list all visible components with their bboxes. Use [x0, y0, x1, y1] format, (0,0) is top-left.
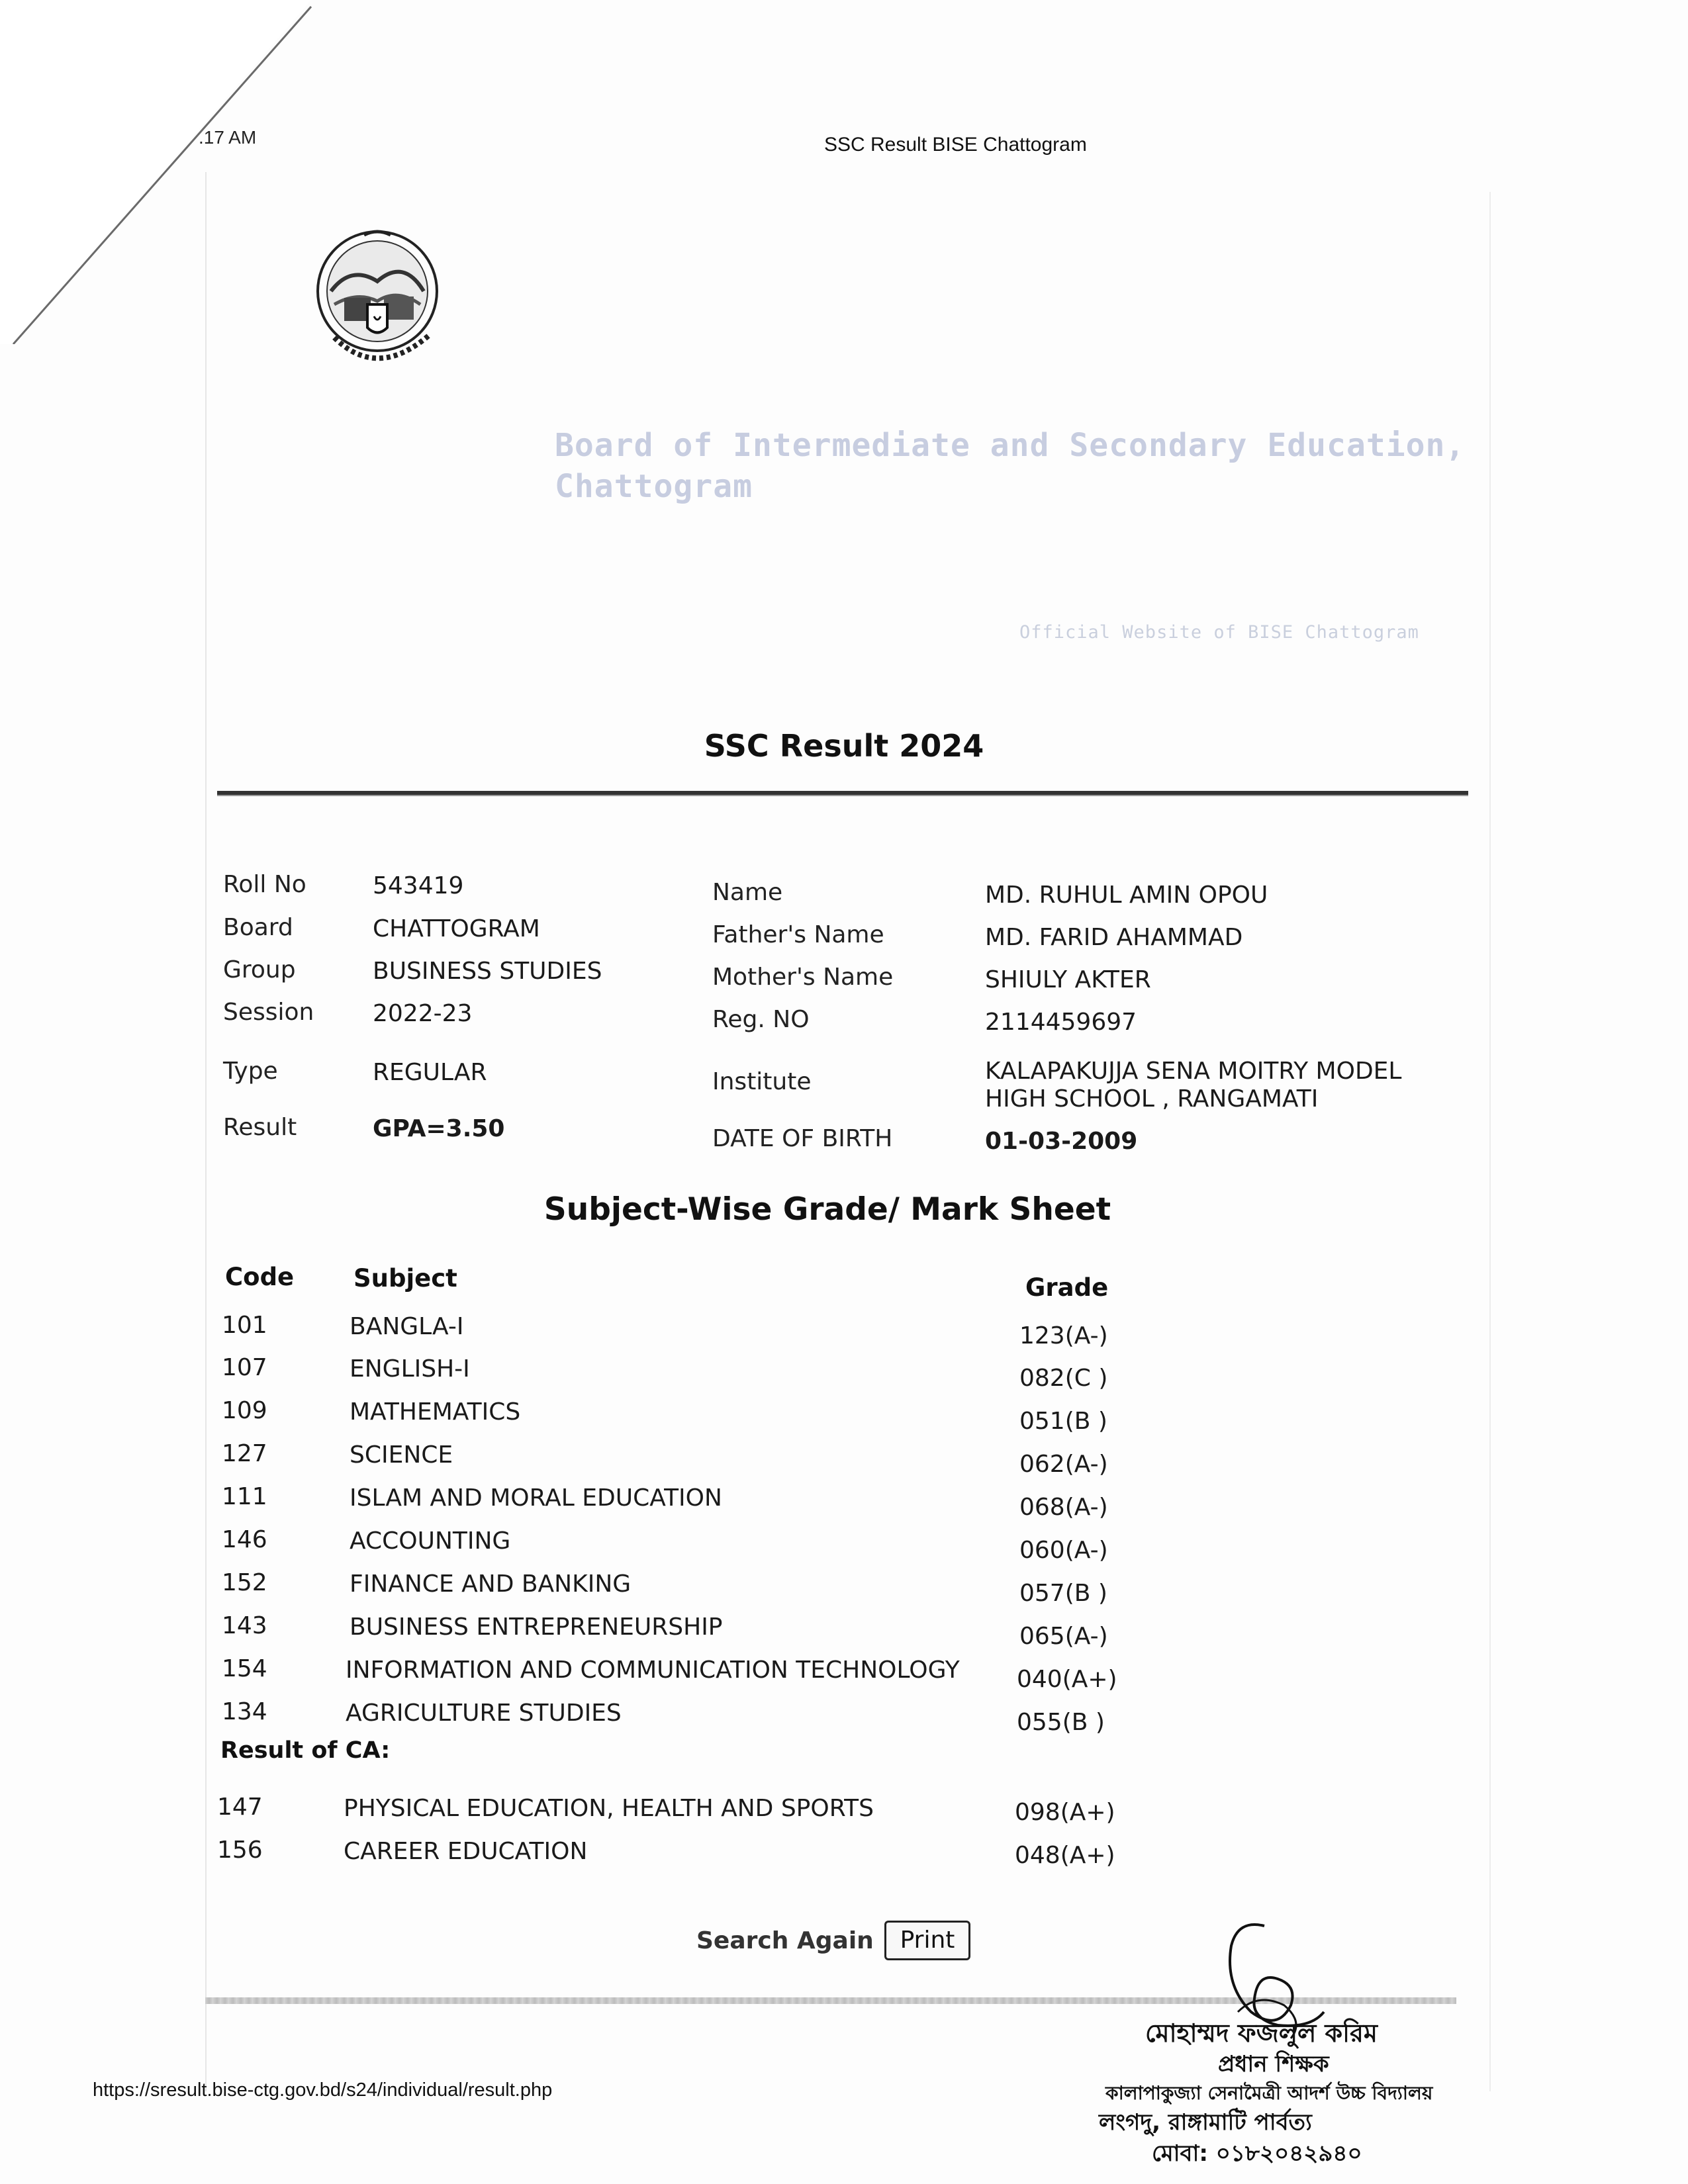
stamp-phone: মোবা: ০১৮২০৪২৯৪০ [1152, 2140, 1362, 2167]
group-label: Group [223, 956, 296, 983]
fathers-name-value: MD. FARID AHAMMAD [985, 924, 1243, 951]
type-label: Type [223, 1058, 278, 1085]
result-label: Result [223, 1114, 297, 1141]
board-value: CHATTOGRAM [373, 915, 540, 942]
name-label: Name [712, 879, 783, 906]
board-title[interactable]: Board of Intermediate and Secondary Education, Chattogram [555, 427, 1466, 505]
ca-row-subject: PHYSICAL EDUCATION, HEALTH AND SPORTS [344, 1795, 874, 1822]
title-divider [217, 791, 1468, 796]
mothers-name-value: SHIULY AKTER [985, 966, 1151, 993]
mothers-name-label: Mother's Name [712, 964, 894, 991]
institute-value-line2: HIGH SCHOOL , RANGAMATI [985, 1085, 1319, 1113]
dob-label: DATE OF BIRTH [712, 1125, 893, 1152]
ca-result-title: Result of CA: [220, 1737, 391, 1764]
subject-column-header: Subject [353, 1264, 457, 1293]
table-row-code: 127 [222, 1440, 267, 1467]
table-row-subject: FINANCE AND BANKING [350, 1570, 632, 1598]
result-title: SSC Result 2024 [704, 728, 984, 764]
table-row-subject: AGRICULTURE STUDIES [346, 1700, 622, 1727]
gpa-value: GPA=3.50 [373, 1115, 505, 1142]
reg-no-label: Reg. NO [712, 1006, 810, 1033]
print-time: .17 AM [199, 127, 257, 148]
ca-row-code: 147 [217, 1794, 263, 1821]
table-row-subject: MATHEMATICS [350, 1398, 521, 1426]
stamp-designation: প্রধান শিক্ষক [1218, 2051, 1329, 2077]
table-row-code: 152 [222, 1569, 267, 1596]
table-row-grade: 082(C ) [1019, 1365, 1108, 1392]
table-row-subject: BANGLA-I [350, 1313, 464, 1340]
grade-column-header: Grade [1025, 1273, 1109, 1302]
table-row-code: 134 [222, 1698, 267, 1725]
table-row-code: 154 [222, 1655, 267, 1682]
ca-row-grade: 098(A+) [1015, 1799, 1115, 1826]
table-row-code: 143 [222, 1612, 267, 1639]
table-row-grade: 060(A-) [1019, 1537, 1108, 1564]
print-button[interactable]: Print [884, 1921, 970, 1960]
table-row-subject: ACCOUNTING [350, 1527, 511, 1555]
table-row-grade: 055(B ) [1017, 1709, 1105, 1736]
marksheet-title: Subject-Wise Grade/ Mark Sheet [543, 1191, 1111, 1228]
table-row-grade: 123(A-) [1019, 1322, 1108, 1349]
reg-no-value: 2114459697 [985, 1009, 1137, 1036]
table-row-grade: 068(A-) [1019, 1494, 1108, 1521]
print-url: https://sresult.bise-ctg.gov.bd/s24/individual/result.php [93, 2079, 553, 2101]
table-row-grade: 062(A-) [1019, 1451, 1108, 1478]
board-seal-logo [305, 218, 470, 384]
roll-no-label: Roll No [223, 871, 306, 898]
table-row-grade: 065(A-) [1019, 1623, 1108, 1650]
folded-corner [0, 0, 318, 344]
roll-no-value: 543419 [373, 872, 464, 899]
site-tagline: Official Website of BISE Chattogram [1019, 622, 1419, 643]
session-label: Session [223, 999, 314, 1026]
table-row-subject: BUSINESS ENTREPRENEURSHIP [350, 1614, 723, 1641]
page-edge [205, 172, 207, 2091]
stamp-name: মোহাম্মদ ফজলুল করিম [1145, 2019, 1378, 2048]
page-edge [1489, 192, 1491, 2091]
table-row-code: 109 [222, 1397, 267, 1424]
table-row-subject: SCIENCE [350, 1441, 453, 1469]
stamp-address: লংগদু, রাঙ্গামাটি পার্বত্য [1099, 2109, 1312, 2136]
ca-row-code: 156 [217, 1837, 263, 1864]
table-row-subject: ISLAM AND MORAL EDUCATION [350, 1484, 722, 1512]
fathers-name-label: Father's Name [712, 921, 884, 948]
dob-value: 01-03-2009 [985, 1128, 1138, 1155]
search-again-link[interactable]: Search Again [696, 1927, 874, 1954]
group-value: BUSINESS STUDIES [373, 958, 602, 985]
stamp-school: কালাপাকুজ্যা সেনামৈত্রী আদর্শ উচ্চ বিদ্যালয় [1105, 2082, 1433, 2104]
ca-row-grade: 048(A+) [1015, 1842, 1115, 1869]
table-row-grade: 057(B ) [1019, 1580, 1107, 1607]
institute-value-line1: KALAPAKUJJA SENA MOITRY MODEL [985, 1058, 1402, 1085]
code-column-header: Code [225, 1263, 295, 1291]
session-value: 2022-23 [373, 1000, 473, 1027]
table-row-subject: INFORMATION AND COMMUNICATION TECHNOLOGY [346, 1657, 960, 1684]
headmaster-signature-stamp [1086, 1906, 1456, 2184]
table-row-code: 101 [222, 1312, 267, 1339]
print-page-title: SSC Result BISE Chattogram [824, 134, 1087, 156]
table-row-code: 107 [222, 1354, 267, 1381]
table-row-grade: 040(A+) [1017, 1666, 1117, 1693]
name-value: MD. RUHUL AMIN OPOU [985, 882, 1268, 909]
board-label: Board [223, 914, 293, 941]
table-row-code: 146 [222, 1526, 267, 1553]
type-value: REGULAR [373, 1059, 487, 1086]
table-row-code: 111 [222, 1483, 267, 1510]
table-row-grade: 051(B ) [1019, 1408, 1107, 1435]
ca-row-subject: CAREER EDUCATION [344, 1838, 588, 1865]
institute-label: Institute [712, 1068, 812, 1095]
table-row-subject: ENGLISH-I [350, 1355, 470, 1383]
